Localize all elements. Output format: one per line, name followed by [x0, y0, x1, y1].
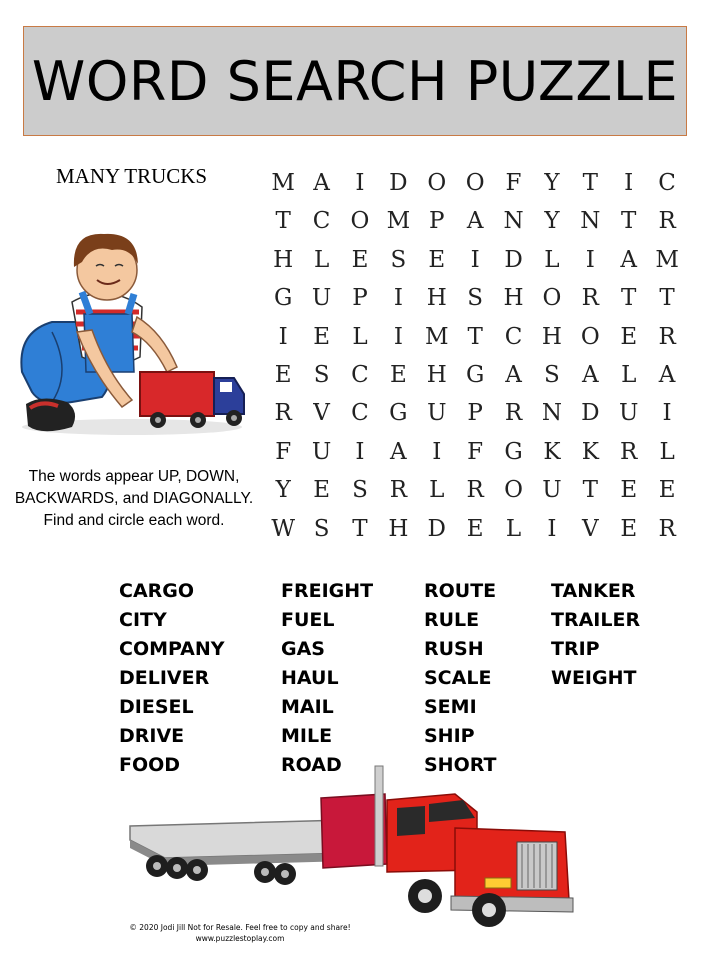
grid-letter: E — [428, 246, 446, 273]
word-list-item: COMPANY — [119, 638, 225, 660]
grid-letter: T — [352, 515, 368, 542]
word-list-item: GAS — [281, 638, 325, 660]
grid-row — [264, 318, 686, 356]
grid-letter: I — [278, 323, 288, 350]
grid-letter: G — [274, 285, 293, 312]
grid-row — [264, 356, 686, 394]
grid-row — [264, 510, 686, 548]
word-list-item: WEIGHT — [551, 667, 637, 689]
grid-letter: T — [621, 285, 637, 312]
grid-letter: I — [585, 246, 595, 273]
grid-letter: I — [355, 170, 365, 196]
word-list-item: RULE — [424, 609, 480, 631]
grid-letter: C — [351, 361, 369, 388]
copyright-notice: © 2020 Jodi Jill Not for Resale. Feel free to copy and share! — [129, 923, 351, 932]
boy-playing-with-toy-truck-illustration — [12, 222, 256, 442]
word-list-item: CARGO — [119, 580, 195, 602]
grid-letter: N — [580, 208, 601, 235]
grid-letter: A — [582, 361, 599, 388]
grid-letter: V — [313, 400, 330, 427]
grid-letter: P — [467, 400, 483, 427]
letter-grid — [264, 164, 686, 548]
grid-letter: E — [313, 323, 330, 350]
word-list-item: DELIVER — [119, 667, 210, 689]
grid-letter: E — [466, 515, 484, 542]
grid-letter: N — [541, 400, 562, 427]
grid-letter: U — [542, 477, 562, 504]
grid-letter: C — [312, 208, 331, 235]
grid-row — [264, 202, 686, 240]
grid-letter: R — [504, 400, 523, 427]
grid-letter: E — [620, 323, 638, 350]
grid-letter: P — [352, 285, 368, 312]
word-list-column — [424, 577, 496, 780]
word-list-item: FOOD — [119, 754, 181, 776]
instruction-line: BACKWARDS, and DIAGONALLY. — [14, 490, 254, 507]
grid-letter: U — [427, 400, 447, 427]
grid-letter: I — [470, 246, 480, 273]
grid-letter: K — [543, 438, 561, 465]
grid-letter: H — [388, 515, 409, 542]
grid-letter: U — [619, 400, 639, 427]
grid-letter: H — [503, 285, 524, 312]
grid-letter: Y — [275, 477, 291, 504]
grid-letter: H — [541, 323, 562, 350]
website-link: www.puzzlestoplay.com — [195, 934, 285, 943]
grid-row — [264, 164, 686, 202]
grid-letter: U — [311, 438, 332, 465]
semi-truck-illustration — [125, 760, 595, 930]
grid-letter: I — [355, 438, 365, 465]
grid-letter: R — [274, 400, 292, 427]
word-list-item: RUSH — [424, 638, 484, 660]
grid-letter: L — [659, 438, 675, 465]
grid-letter: A — [390, 438, 407, 465]
grid-letter: E — [351, 246, 369, 273]
word-list-item: HAUL — [281, 667, 339, 689]
grid-letter: A — [658, 361, 676, 388]
grid-letter: Y — [544, 170, 560, 196]
grid-letter: S — [313, 515, 330, 542]
word-list-item: TRIP — [551, 638, 600, 660]
grid-letter: F — [467, 438, 484, 465]
grid-letter: E — [274, 361, 292, 388]
grid-letter: O — [504, 477, 523, 504]
grid-letter: L — [505, 515, 522, 542]
grid-letter: T — [659, 285, 675, 312]
grid-letter: I — [624, 170, 634, 196]
grid-letter: A — [313, 170, 330, 196]
grid-letter: O — [465, 170, 485, 196]
grid-letter: M — [386, 208, 411, 235]
grid-letter: H — [273, 246, 294, 273]
grid-row — [264, 279, 686, 317]
grid-letter: R — [658, 515, 676, 542]
grid-letter: R — [581, 285, 599, 312]
grid-row — [264, 471, 686, 509]
grid-letter: M — [271, 170, 295, 196]
grid-letter: W — [271, 515, 296, 542]
grid-letter: C — [658, 170, 676, 196]
puzzle-subtitle: MANY TRUCKS — [56, 164, 208, 188]
instruction-line: Find and circle each word. — [43, 512, 225, 529]
grid-letter: F — [505, 170, 522, 196]
word-list-item: FUEL — [281, 609, 335, 631]
grid-letter: E — [313, 477, 330, 504]
grid-letter: R — [658, 208, 676, 235]
grid-letter: D — [504, 246, 523, 273]
grid-letter: E — [389, 361, 407, 388]
grid-letter: M — [424, 323, 449, 350]
word-list-item: ROAD — [281, 754, 342, 776]
grid-letter: D — [581, 400, 600, 427]
grid-letter: T — [582, 170, 598, 196]
grid-letter: G — [504, 438, 523, 465]
grid-letter: O — [580, 323, 600, 350]
grid-letter: S — [352, 477, 368, 504]
grid-letter: L — [313, 246, 330, 273]
grid-letter: C — [351, 400, 369, 427]
grid-letter: Y — [544, 208, 560, 235]
grid-letter: O — [350, 208, 370, 235]
grid-letter: C — [504, 323, 523, 350]
word-list-item: SHIP — [424, 725, 475, 747]
grid-letter: N — [503, 208, 524, 235]
grid-letter: M — [655, 246, 679, 273]
word-list-item: CITY — [119, 609, 167, 631]
grid-letter: H — [426, 361, 447, 388]
grid-letter: T — [621, 208, 637, 235]
grid-letter: L — [352, 323, 368, 350]
grid-letter: T — [275, 208, 291, 235]
grid-letter: I — [393, 323, 403, 350]
grid-letter: I — [432, 438, 442, 465]
word-list-item: DIESEL — [119, 696, 194, 718]
instruction-line: The words appear UP, DOWN, — [28, 468, 240, 485]
grid-letter: I — [662, 400, 672, 427]
grid-letter: H — [426, 285, 447, 312]
grid-letter: O — [542, 285, 562, 312]
grid-letter: D — [389, 170, 408, 196]
grid-letter: S — [544, 361, 560, 388]
title-banner — [23, 26, 687, 136]
grid-letter: R — [658, 323, 676, 350]
grid-letter: R — [389, 477, 408, 504]
grid-letter: V — [582, 515, 599, 542]
grid-letter: S — [467, 285, 484, 312]
grid-letter: A — [466, 208, 484, 235]
word-list-item: SEMI — [424, 696, 477, 718]
grid-letter: L — [429, 477, 445, 504]
grid-letter: T — [582, 477, 598, 504]
word-list-column — [119, 577, 225, 780]
word-list-item: ROUTE — [424, 580, 497, 602]
word-list-item: TANKER — [551, 580, 636, 602]
grid-letter: P — [429, 208, 445, 235]
grid-letter: A — [620, 246, 638, 273]
grid-letter: I — [547, 515, 557, 542]
word-list-item: SHORT — [424, 754, 497, 776]
grid-letter: R — [466, 477, 484, 504]
grid-letter: E — [620, 477, 638, 504]
word-list-item: DRIVE — [119, 725, 185, 747]
grid-letter: G — [465, 361, 485, 388]
grid-letter: G — [389, 400, 408, 427]
grid-letter: K — [581, 438, 599, 465]
grid-letter: S — [313, 361, 330, 388]
word-list-item: MAIL — [281, 696, 334, 718]
footer — [110, 922, 370, 944]
grid-letter: L — [621, 361, 637, 388]
grid-letter: L — [544, 246, 560, 273]
instructions — [8, 466, 260, 532]
grid-letter: R — [620, 438, 638, 465]
word-list-column — [551, 577, 640, 693]
grid-letter: F — [275, 438, 292, 465]
grid-row — [264, 433, 686, 471]
grid-letter: A — [505, 361, 522, 388]
grid-letter: E — [620, 515, 638, 542]
word-list-item: FREIGHT — [281, 580, 374, 602]
word-list-column — [281, 577, 373, 780]
grid-row — [264, 394, 686, 432]
grid-letter: I — [393, 285, 403, 312]
grid-letter: E — [658, 477, 676, 504]
word-list-item: SCALE — [424, 667, 492, 689]
grid-letter: U — [311, 285, 332, 312]
grid-letter: O — [427, 170, 447, 196]
grid-letter: S — [390, 246, 407, 273]
grid-row — [264, 241, 686, 279]
grid-letter: T — [467, 323, 483, 350]
page-title: WORD SEARCH PUZZLE — [31, 49, 679, 113]
word-list-item: TRAILER — [551, 609, 641, 631]
word-list-item: MILE — [281, 725, 333, 747]
grid-letter: D — [427, 515, 446, 542]
